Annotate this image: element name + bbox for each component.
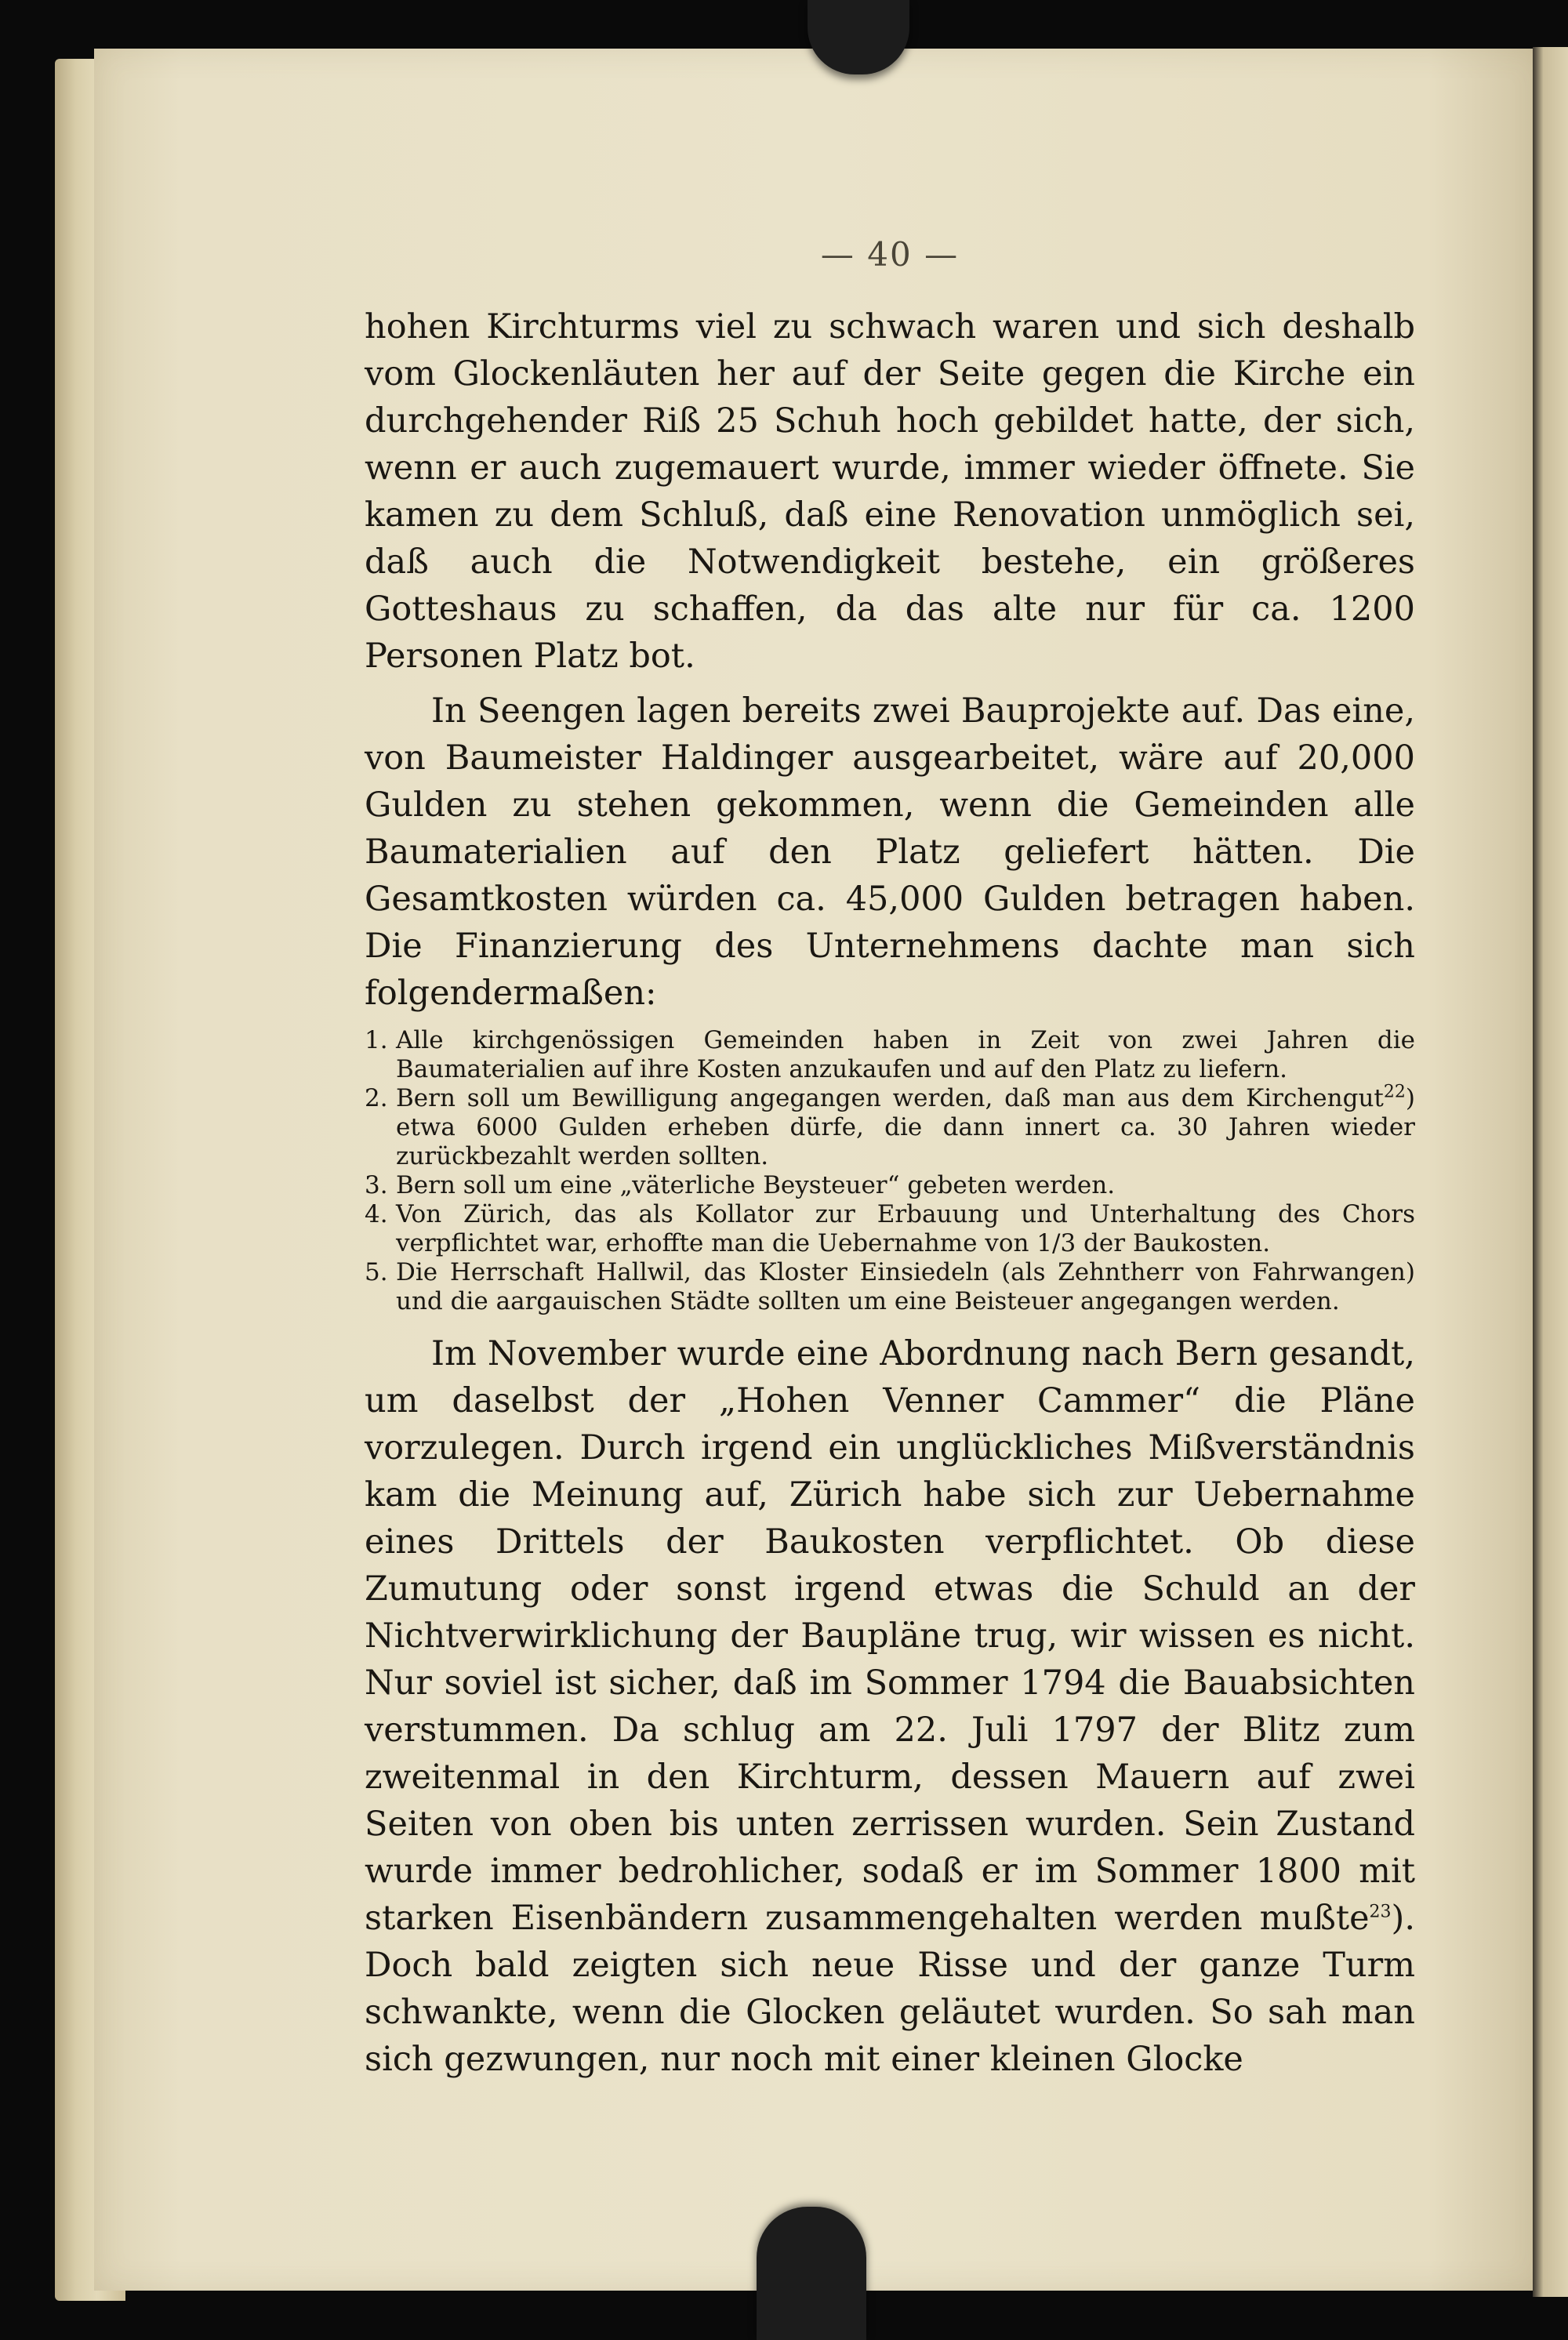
paragraph-3-text-after: ). Doch bald zeigten sich neue Risse und der ganze Turm schwankte, wenn die Glocken geläutet wurden. So sah man sich gezwungen, nur noch mit einer kleinen Glocke xyxy=(365,1899,1415,2079)
list-item-text: Alle kirchgenössigen Gemeinden haben in Zeit von zwei Jahren die Baumaterialien auf ihre Kosten anzukaufen und auf den Platz zu liefern. xyxy=(396,1026,1415,1083)
paragraph-3-text-before: Im November wurde eine Abordnung nach Bern gesandt, um daselbst der „Hohen Venner Cammer“ die Pläne vorzulegen. Durch irgend ein unglückliches Mißverständnis kam die Meinung auf, Zürich habe sich zur Uebernahme eines Drittels der Baukosten verpflichtet. Ob diese Zumutung oder sonst irgend etwas die Schuld an der Nichtverwirklichung der Baupläne trug, wir wissen es nicht. Nur soviel ist sicher, daß im Sommer 1794 die Bauabsichten verstummen. Da schlug am 22. Juli 1797 der Blitz zum zweitenmal in den Kirchturm, dessen Mauern auf zwei Seiten von oben bis unten zerrissen wurden. Sein Zustand wurde immer bedrohlicher, sodaß er im Sommer 1800 mit starken Eisenbändern zusammengehalten werden mußte xyxy=(365,1334,1415,1938)
list-item-text xyxy=(396,1084,1415,1171)
list-item-number: 1. xyxy=(365,1026,388,1054)
list-item-number: 3. xyxy=(365,1171,388,1199)
financing-list xyxy=(365,1026,1415,1316)
list-item-number: 4. xyxy=(365,1200,388,1228)
page-content xyxy=(365,235,1415,2083)
list-item xyxy=(365,1171,1415,1200)
list-item-number: 5. xyxy=(365,1258,388,1286)
list-item xyxy=(365,1084,1415,1171)
page-number: — 40 — xyxy=(820,235,960,274)
list-item-text-before: Bern soll um Bewilligung angegangen werden, daß man aus dem Kirchengut xyxy=(396,1084,1384,1112)
bottom-clip xyxy=(757,2207,866,2340)
list-item-number: 2. xyxy=(365,1084,388,1112)
list-item-text: Bern soll um eine „väterliche Beysteuer“ gebeten werden. xyxy=(396,1171,1116,1199)
footnote-ref: 23 xyxy=(1369,1902,1392,1922)
list-item xyxy=(365,1258,1415,1316)
footnote-ref: 22 xyxy=(1383,1082,1406,1102)
list-item xyxy=(365,1026,1415,1084)
paragraph-3 xyxy=(365,1330,1415,2083)
paragraph-2: In Seengen lagen bereits zwei Bauprojekte auf. Das eine, von Baumeister Haldinger ausgearbeitet, wäre auf 20,000 Gulden zu stehen gekommen, wenn die Gemeinden alle Baumaterialien auf den Platz geliefert hätten. Die Gesamtkosten würden ca. 45,000 Gulden betragen haben. Die Finanzierung des Unternehmens dachte man sich folgendermaßen: xyxy=(365,691,1415,1013)
list-item-text: Von Zürich, das als Kollator zur Erbauung und Unterhaltung des Chors verpflichtet war, erhoffte man die Uebernahme von 1/3 der Baukosten. xyxy=(396,1200,1415,1257)
facing-page-edge xyxy=(1533,47,1568,2297)
list-item-text-after: ) etwa 6000 Gulden erheben dürfe, die dann innert ca. 30 Jahren wieder zurückbezahlt werden sollten. xyxy=(396,1084,1415,1170)
paragraph-1: hohen Kirchturms viel zu schwach waren und sich deshalb vom Glockenläuten her auf der Seite gegen die Kirche ein durchgehender Riß 25 Schuh hoch gebildet hatte, der sich, wenn er auch zugemauert wurde, immer wieder öffnete. Sie kamen zu dem Schluß, daß eine Renovation unmöglich sei, daß auch die Notwendigkeit bestehe, ein größeres Gotteshaus zu schaffen, da das alte nur für ca. 1200 Personen Platz bot. xyxy=(365,307,1415,676)
list-item xyxy=(365,1200,1415,1258)
list-item-text: Die Herrschaft Hallwil, das Kloster Einsiedeln (als Zehntherr von Fahrwangen) und die aargauischen Städte sollten um eine Beisteuer angegangen werden. xyxy=(396,1258,1415,1315)
